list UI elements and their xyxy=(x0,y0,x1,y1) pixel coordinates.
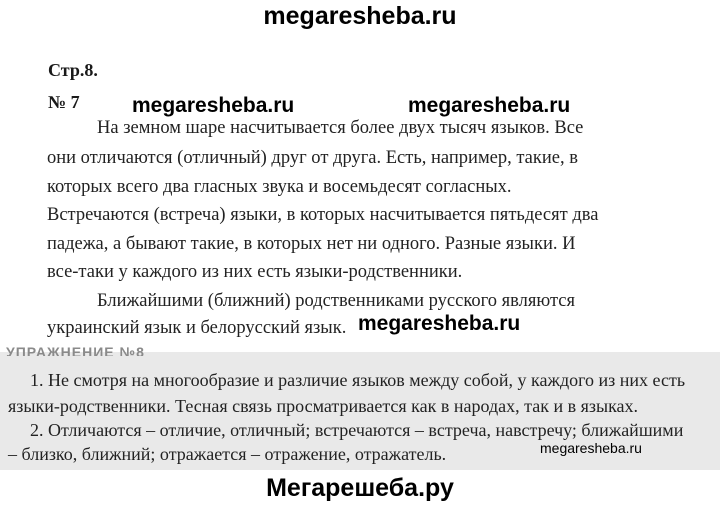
watermark-top: megaresheba.ru xyxy=(263,2,457,30)
watermark-mid-left: megaresheba.ru xyxy=(132,94,295,117)
watermark-bottom: Мегарешеба.ру xyxy=(266,474,454,502)
text-line: Ближайшими (ближний) родственниками русского являются xyxy=(97,291,575,311)
text-line: которых всего два гласных звука и восемьдесят согласных. xyxy=(47,177,512,197)
section-heading: УПРАЖНЕНИЕ №8 xyxy=(6,344,145,356)
watermark-mid-right: megaresheba.ru xyxy=(408,94,571,117)
text-line: падежа, а бывают такие, в которых нет ни одного. Разные языки. И xyxy=(47,234,576,254)
text-line: Встречаются (встреча) языки, в которых насчитывается пятьдесят два xyxy=(47,205,599,225)
text-line: они отличаются (отличный) друг от друга. Есть, например, такие, в xyxy=(47,148,578,168)
watermark-small: megaresheba.ru xyxy=(540,440,642,456)
text-line: все-таки у каждого из них есть языки-родственники. xyxy=(47,262,463,282)
answer-line: языки-родственники. Тесная связь просматривается как в народах, так и в языках. xyxy=(8,396,639,416)
page-label: Стр.8. xyxy=(48,60,98,80)
watermark-mid-lower: megaresheba.ru xyxy=(358,312,521,335)
text-line: украинский язык и белорусский язык. xyxy=(47,318,347,338)
answer-line: 2. Отличаются – отличие, отличный; встречаются – встреча, навстречу; ближайшими xyxy=(30,420,684,440)
answer-line: – близко, ближний; отражается – отражение, отражатель. xyxy=(8,444,447,464)
exercise-number: № 7 xyxy=(48,92,80,112)
answer-line: 1. Не смотря на многообразие и различие языков между собой, у каждого из них есть xyxy=(30,370,686,390)
text-line: На земном шаре насчитывается более двух тысяч языков. Все xyxy=(97,118,584,138)
